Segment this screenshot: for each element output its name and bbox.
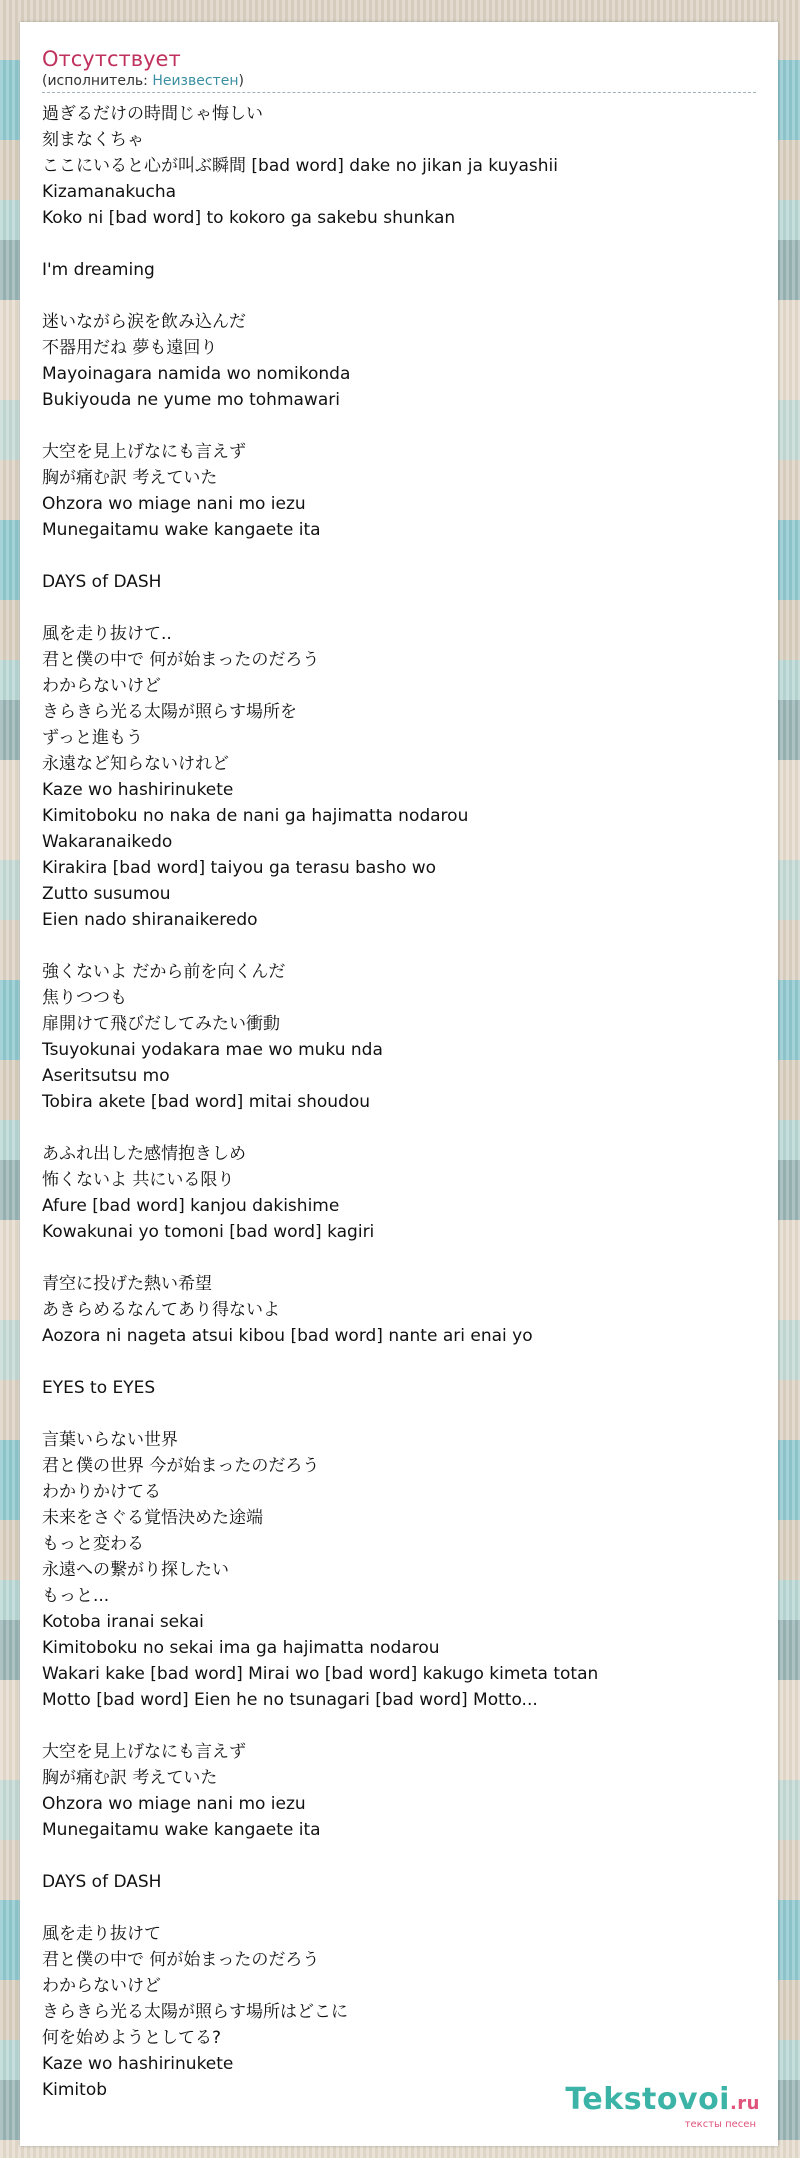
logo-tagline: тексты песен (684, 2119, 756, 2130)
lyric-line: Koko ni [bad word] to kokoro ga sakebu shunkan (42, 208, 456, 228)
lyric-line: Munegaitamu wake kangaete ita (42, 1820, 321, 1840)
lyric-line: Ohzora wo miage nani mo iezu (42, 1794, 306, 1814)
lyric-line: 永遠への繋がり探したい (42, 1560, 229, 1580)
lyric-line: 怖くないよ 共にいる限り (42, 1170, 235, 1190)
lyric-blank-line (42, 1843, 778, 1869)
lyric-line: Mayoinagara namida wo nomikonda (42, 364, 351, 384)
lyric-line: Tsuyokunai yodakara mae wo muku nda (42, 1040, 383, 1060)
lyric-line: あふれ出した感情抱きしめ (42, 1144, 246, 1164)
lyric-line: 大空を見上げなにも言えず (42, 1742, 246, 1762)
lyric-line: Kowakunai yo tomoni [bad word] kagiri (42, 1222, 375, 1242)
lyric-line: きらきら光る太陽が照らす場所はどこに (42, 2002, 348, 2022)
lyric-line: Kimitob (42, 2080, 108, 2100)
lyric-line: 永遠など知らないけれど (42, 754, 229, 774)
lyric-line: Eien nado shiranaikeredo (42, 910, 258, 930)
lyric-blank-line (42, 543, 778, 569)
lyric-line: 刻まなくちゃ (42, 130, 144, 150)
lyric-line: Motto [bad word] Eien he no tsunagari [bad word] Motto... (42, 1690, 538, 1710)
lyric-line: わからないけど (42, 1976, 161, 1996)
lyric-line: Wakari kake [bad word] Mirai wo [bad word] kakugo kimeta totan (42, 1664, 599, 1684)
lyric-line: 風を走り抜けて (42, 1924, 161, 1944)
lyric-line: 迷いながら涙を飲み込んだ (42, 312, 246, 332)
lyric-line: DAYS of DASH (42, 572, 162, 592)
lyric-line: 強くないよ だから前を向くんだ (42, 962, 286, 982)
lyric-line: Aseritsutsu mo (42, 1066, 170, 1086)
lyric-line: Bukiyouda ne yume mo tohmawari (42, 390, 340, 410)
lyric-line: I'm dreaming (42, 260, 155, 280)
artist-prefix: (исполнитель: (42, 73, 153, 89)
song-title: Отсутствует (42, 47, 181, 71)
lyric-line: 君と僕の世界 今が始まったのだろう (42, 1456, 320, 1476)
lyric-line: 未来をさぐる覚悟決めた途端 (42, 1508, 263, 1528)
lyric-line: ずっと進もう (42, 728, 143, 748)
lyric-line: Kimitoboku no naka de nani ga hajimatta nodarou (42, 806, 469, 826)
lyric-line: 不器用だね 夢も遠回り (42, 338, 218, 358)
lyric-blank-line (42, 283, 778, 309)
lyric-line: わかりかけてる (42, 1482, 161, 1502)
lyric-blank-line (42, 1713, 778, 1739)
lyric-line: 扉開けて飛びだしてみたい衝動 (42, 1014, 280, 1034)
lyric-line: EYES to EYES (42, 1378, 156, 1398)
lyric-line: ここにいると心が叫ぶ瞬間 [bad word] dake no jikan ja kuyashii (42, 156, 558, 176)
lyric-line: 何を始めようとしてる? (42, 2028, 222, 2048)
lyric-line: DAYS of DASH (42, 1872, 162, 1892)
lyric-blank-line (42, 1115, 778, 1141)
lyric-blank-line (42, 933, 778, 959)
lyric-line: Afure [bad word] kanjou dakishime (42, 1196, 340, 1216)
lyric-line: もっと... (42, 1586, 110, 1606)
lyric-line: 言葉いらない世界 (42, 1430, 178, 1450)
logo-tld: .ru (729, 2093, 760, 2114)
lyric-line: Tobira akete [bad word] mitai shoudou (42, 1092, 370, 1112)
artist-line (42, 72, 756, 90)
lyric-line: 胸が痛む訳 考えていた (42, 1768, 218, 1788)
lyric-line: Kimitoboku no sekai ima ga hajimatta nodarou (42, 1638, 440, 1658)
lyric-line: Wakaranaikedo (42, 832, 173, 852)
lyrics-text (42, 101, 778, 2103)
lyric-blank-line (42, 1245, 778, 1271)
lyric-line: 焦りつつも (42, 988, 127, 1008)
lyric-line: わからないけど (42, 676, 161, 696)
lyric-line: 青空に投げた熱い希望 (42, 1274, 212, 1294)
lyric-line: Kotoba iranai sekai (42, 1612, 204, 1632)
lyric-line: Kaze wo hashirinukete (42, 780, 234, 800)
lyric-blank-line (42, 1349, 778, 1375)
lyric-line: Aozora ni nageta atsui kibou [bad word] nante ari enai yo (42, 1326, 533, 1346)
lyric-line: Zutto susumou (42, 884, 171, 904)
lyric-line: きらきら光る太陽が照らす場所を (42, 702, 297, 722)
lyric-blank-line (42, 1895, 778, 1921)
song-header (42, 46, 756, 93)
lyric-line: Kirakira [bad word] taiyou ga terasu basho wo (42, 858, 437, 878)
lyric-line: もっと変わる (42, 1534, 144, 1554)
lyric-blank-line (42, 231, 778, 257)
artist-link[interactable]: Неизвестен (152, 73, 239, 89)
lyric-line: 過ぎるだけの時間じゃ悔しい (42, 104, 263, 124)
lyric-line: 大空を見上げなにも言えず (42, 442, 246, 462)
logo-name: Tekstovoi (565, 2082, 730, 2117)
lyric-blank-line (42, 413, 778, 439)
lyric-line: 風を走り抜けて.. (42, 624, 172, 644)
lyric-line: 君と僕の中で 何が始まったのだろう (42, 1950, 320, 1970)
lyric-line: 胸が痛む訳 考えていた (42, 468, 218, 488)
lyric-line: あきらめるなんてあり得ないよ (42, 1300, 280, 1320)
logo-wordmark (565, 2082, 760, 2119)
lyric-line: Kaze wo hashirinukete (42, 2054, 234, 2074)
lyrics-card (20, 22, 778, 2146)
site-logo[interactable] (565, 2082, 760, 2130)
lyric-line: Kizamanakucha (42, 182, 177, 202)
artist-suffix: ) (238, 73, 244, 89)
lyric-blank-line (42, 595, 778, 621)
lyric-line: Ohzora wo miage nani mo iezu (42, 494, 306, 514)
lyric-blank-line (42, 1401, 778, 1427)
lyric-line: Munegaitamu wake kangaete ita (42, 520, 321, 540)
lyric-line: 君と僕の中で 何が始まったのだろう (42, 650, 320, 670)
